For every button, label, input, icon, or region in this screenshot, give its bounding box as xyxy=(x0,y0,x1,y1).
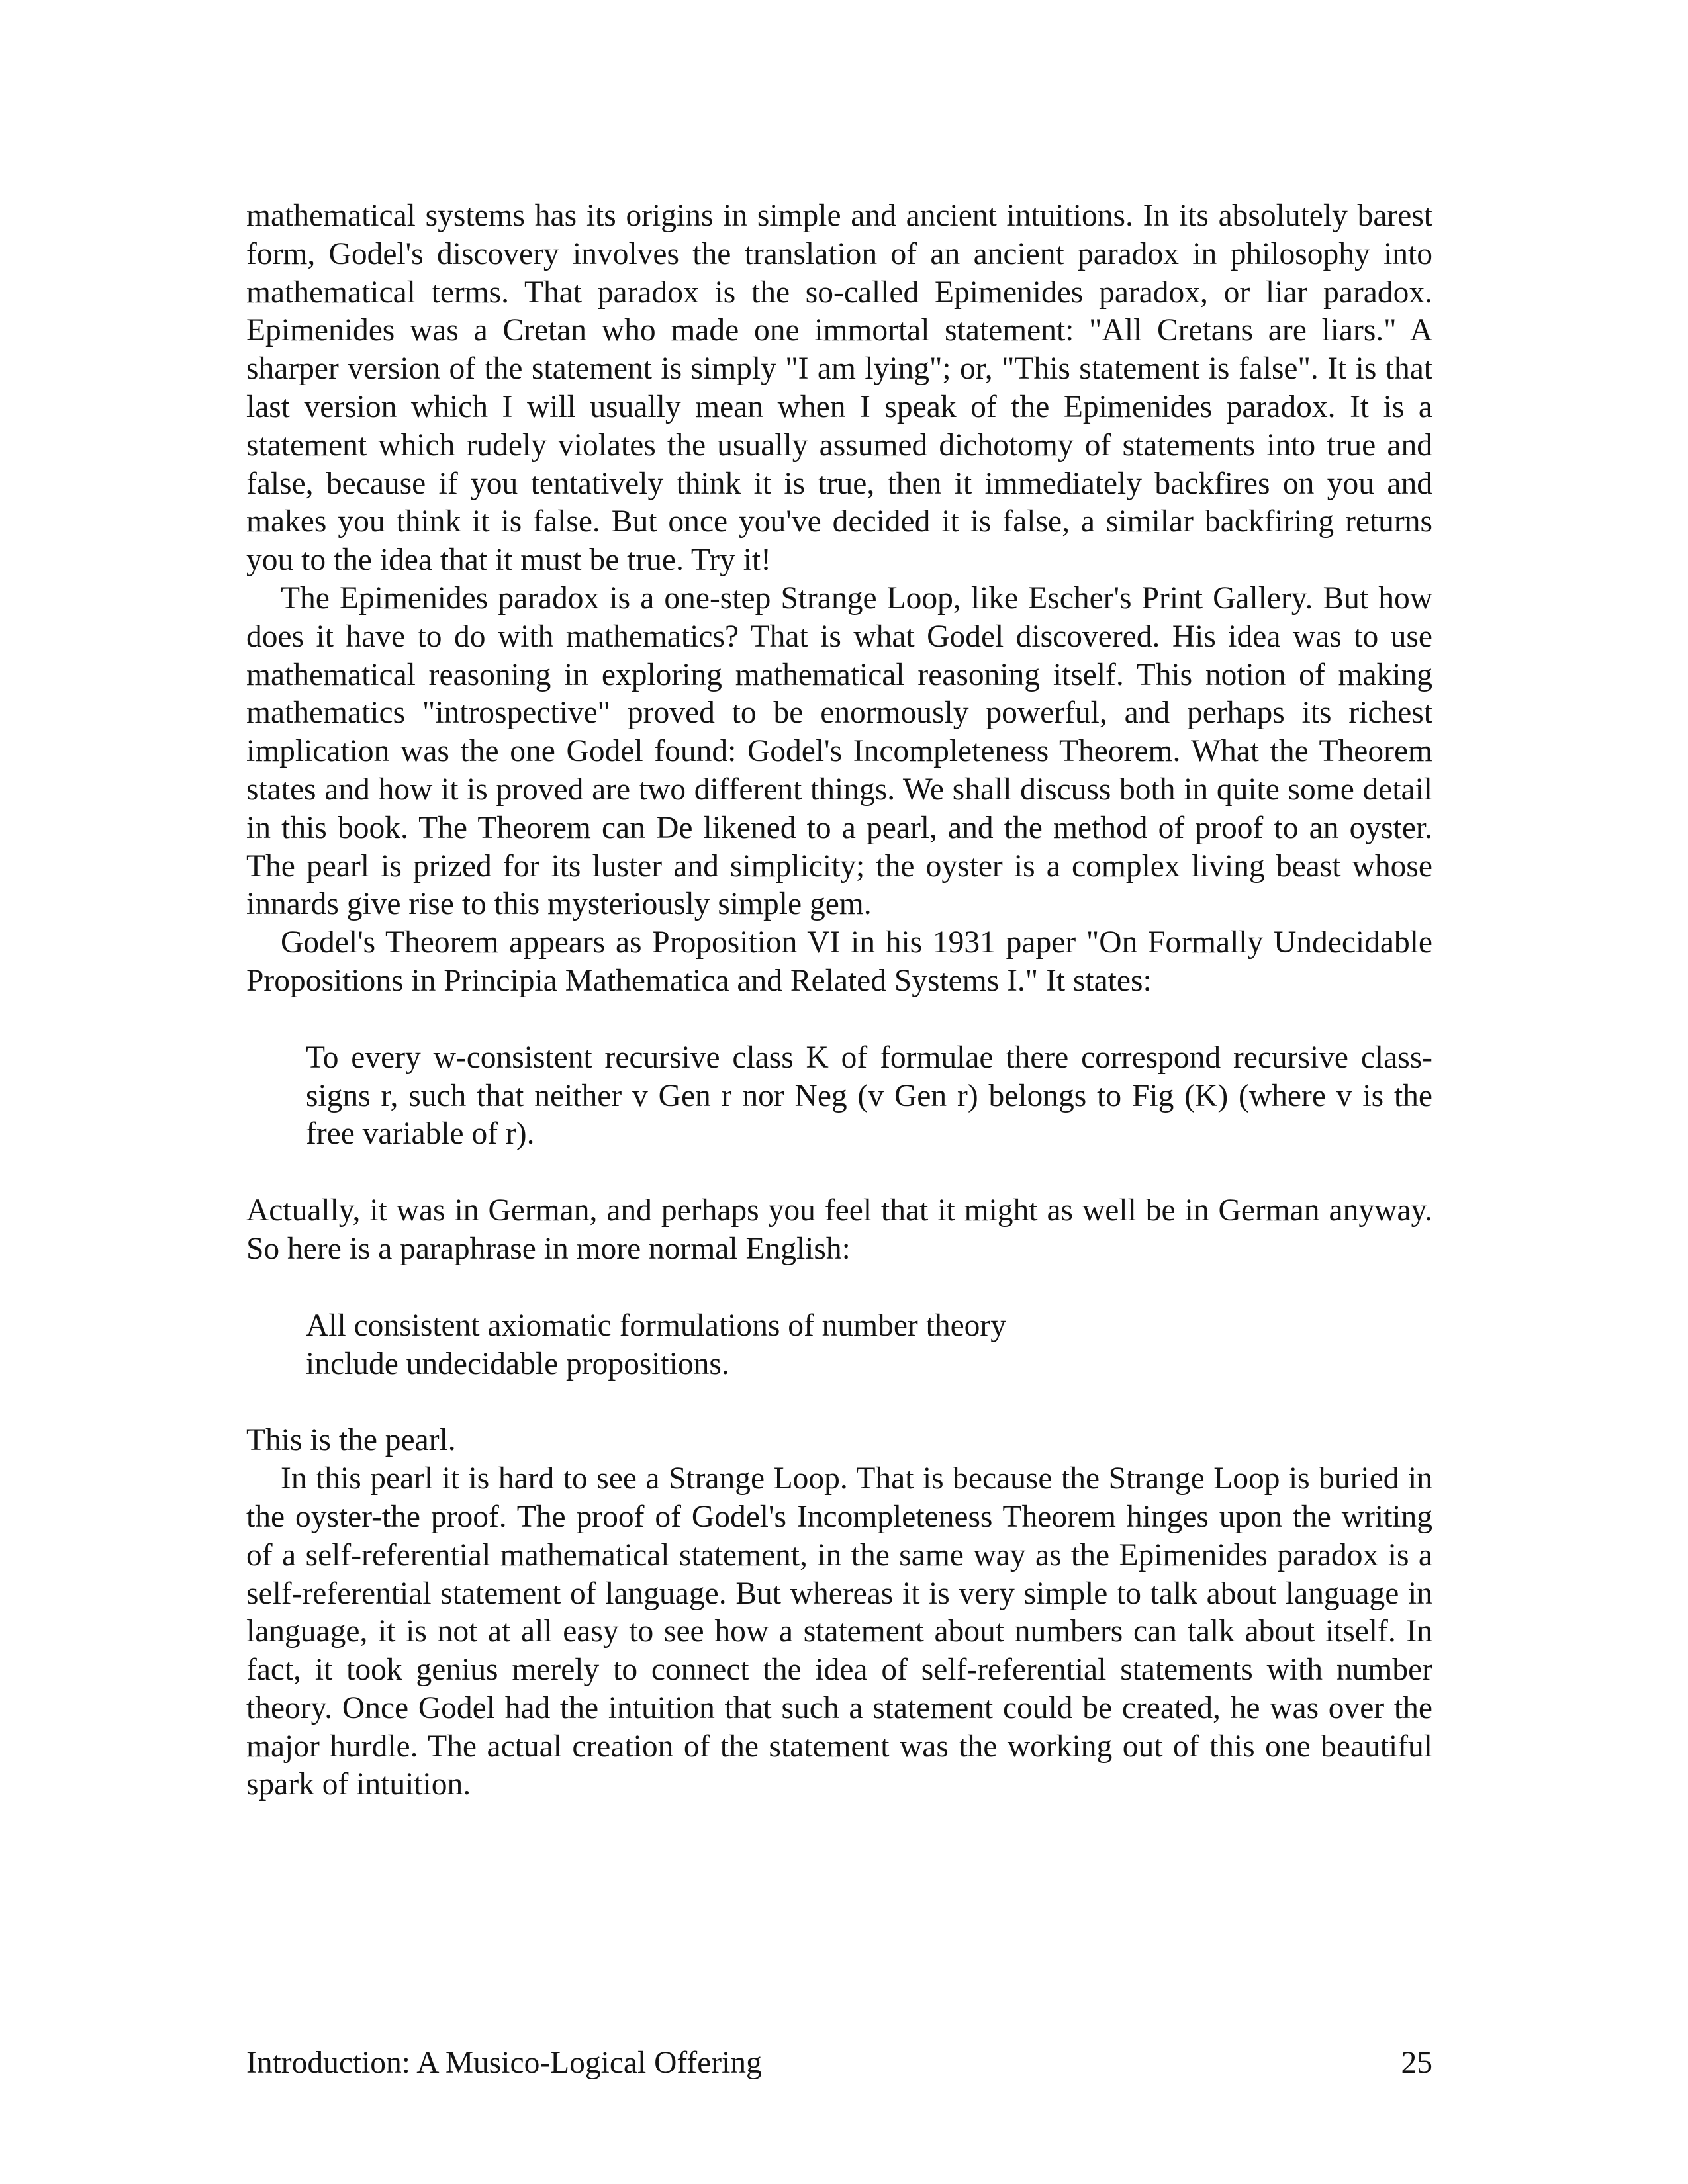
page-number: 25 xyxy=(1401,2046,1432,2080)
quote-godel-original: To every w-consistent recursive class K of formulae there correspond recursive class-signs r, such that neither v Gen r nor Neg (v Gen r) belongs to Fig (K) (where v is the free variable of r). xyxy=(306,1040,1432,1152)
running-title: Introduction: A Musico-Logical Offering xyxy=(246,2046,762,2080)
paragraph-pearl: This is the pearl. xyxy=(246,1423,456,1458)
quote-paraphrase xyxy=(306,1307,1432,1384)
paragraph-proposition-vi: Godel's Theorem appears as Proposition VI in his 1931 paper "On Formally Undecidable Propositions in Principia Mathematica and Related Systems I." It states: xyxy=(246,925,1432,998)
quote-paraphrase-line-1: All consistent axiomatic formulations of number theory xyxy=(306,1308,1006,1343)
page-body xyxy=(246,197,1432,1804)
paragraph-paraphrase-intro: Actually, it was in German, and perhaps you feel that it might as well be in German anyway. So here is a paraphrase in more normal English: xyxy=(246,1193,1432,1266)
paragraph-oyster-proof: In this pearl it is hard to see a Strange Loop. That is because the Strange Loop is buried in the oyster-the proof. The proof of Godel's Incompleteness Theorem hinges upon the writing of a self-referential mathematical statement, in the same way as the Epimenides paradox is a self-referential statement of language. But whereas it is very simple to talk about language in language, it is not at all easy to see how a statement about numbers can talk about itself. In fact, it took genius merely to connect the idea of self-referential statements with number theory. Once Godel had the intuition that such a statement could be created, he was over the major hurdle. The actual creation of the statement was the working out of this one beautiful spark of intuition. xyxy=(246,1461,1432,1802)
paragraph-epimenides-intro: mathematical systems has its origins in simple and ancient intuitions. In its absolutely barest form, Godel's discovery involves the translation of an ancient paradox in philosophy into mathematical terms. That paradox is the so-called Epimenides paradox, or liar paradox. Epimenides was a Cretan who made one immortal statement: "All Cretans are liars." A sharper version of the statement is simply "I am lying"; or, "This statement is false". It is that last version which I will usually mean when I speak of the Epimenides paradox. It is a statement which rudely violates the usually assumed dichotomy of statements into true and false, because if you tentatively think it is true, then it immediately backfires on you and makes you think it is false. But once you've decided it is false, a similar backfiring returns you to the idea that it must be true. Try it! xyxy=(246,199,1432,578)
quote-paraphrase-line-2: include undecidable propositions. xyxy=(306,1346,729,1381)
page-footer xyxy=(246,2044,1432,2082)
paragraph-strange-loop: The Epimenides paradox is a one-step Strange Loop, like Escher's Print Gallery. But how does it have to do with mathematics? That is what Godel discovered. His idea was to use mathematical reasoning in exploring mathematical reasoning itself. This notion of making mathematics "introspective" proved to be enormously powerful, and perhaps its richest implication was the one Godel found: Godel's Incompleteness Theorem. What the Theorem states and how it is proved are two different things. We shall discuss both in quite some detail in this book. The Theorem can De likened to a pearl, and the method of proof to an oyster. The pearl is prized for its luster and simplicity; the oyster is a complex living beast whose innards give rise to this mysteriously simple gem. xyxy=(246,580,1432,922)
